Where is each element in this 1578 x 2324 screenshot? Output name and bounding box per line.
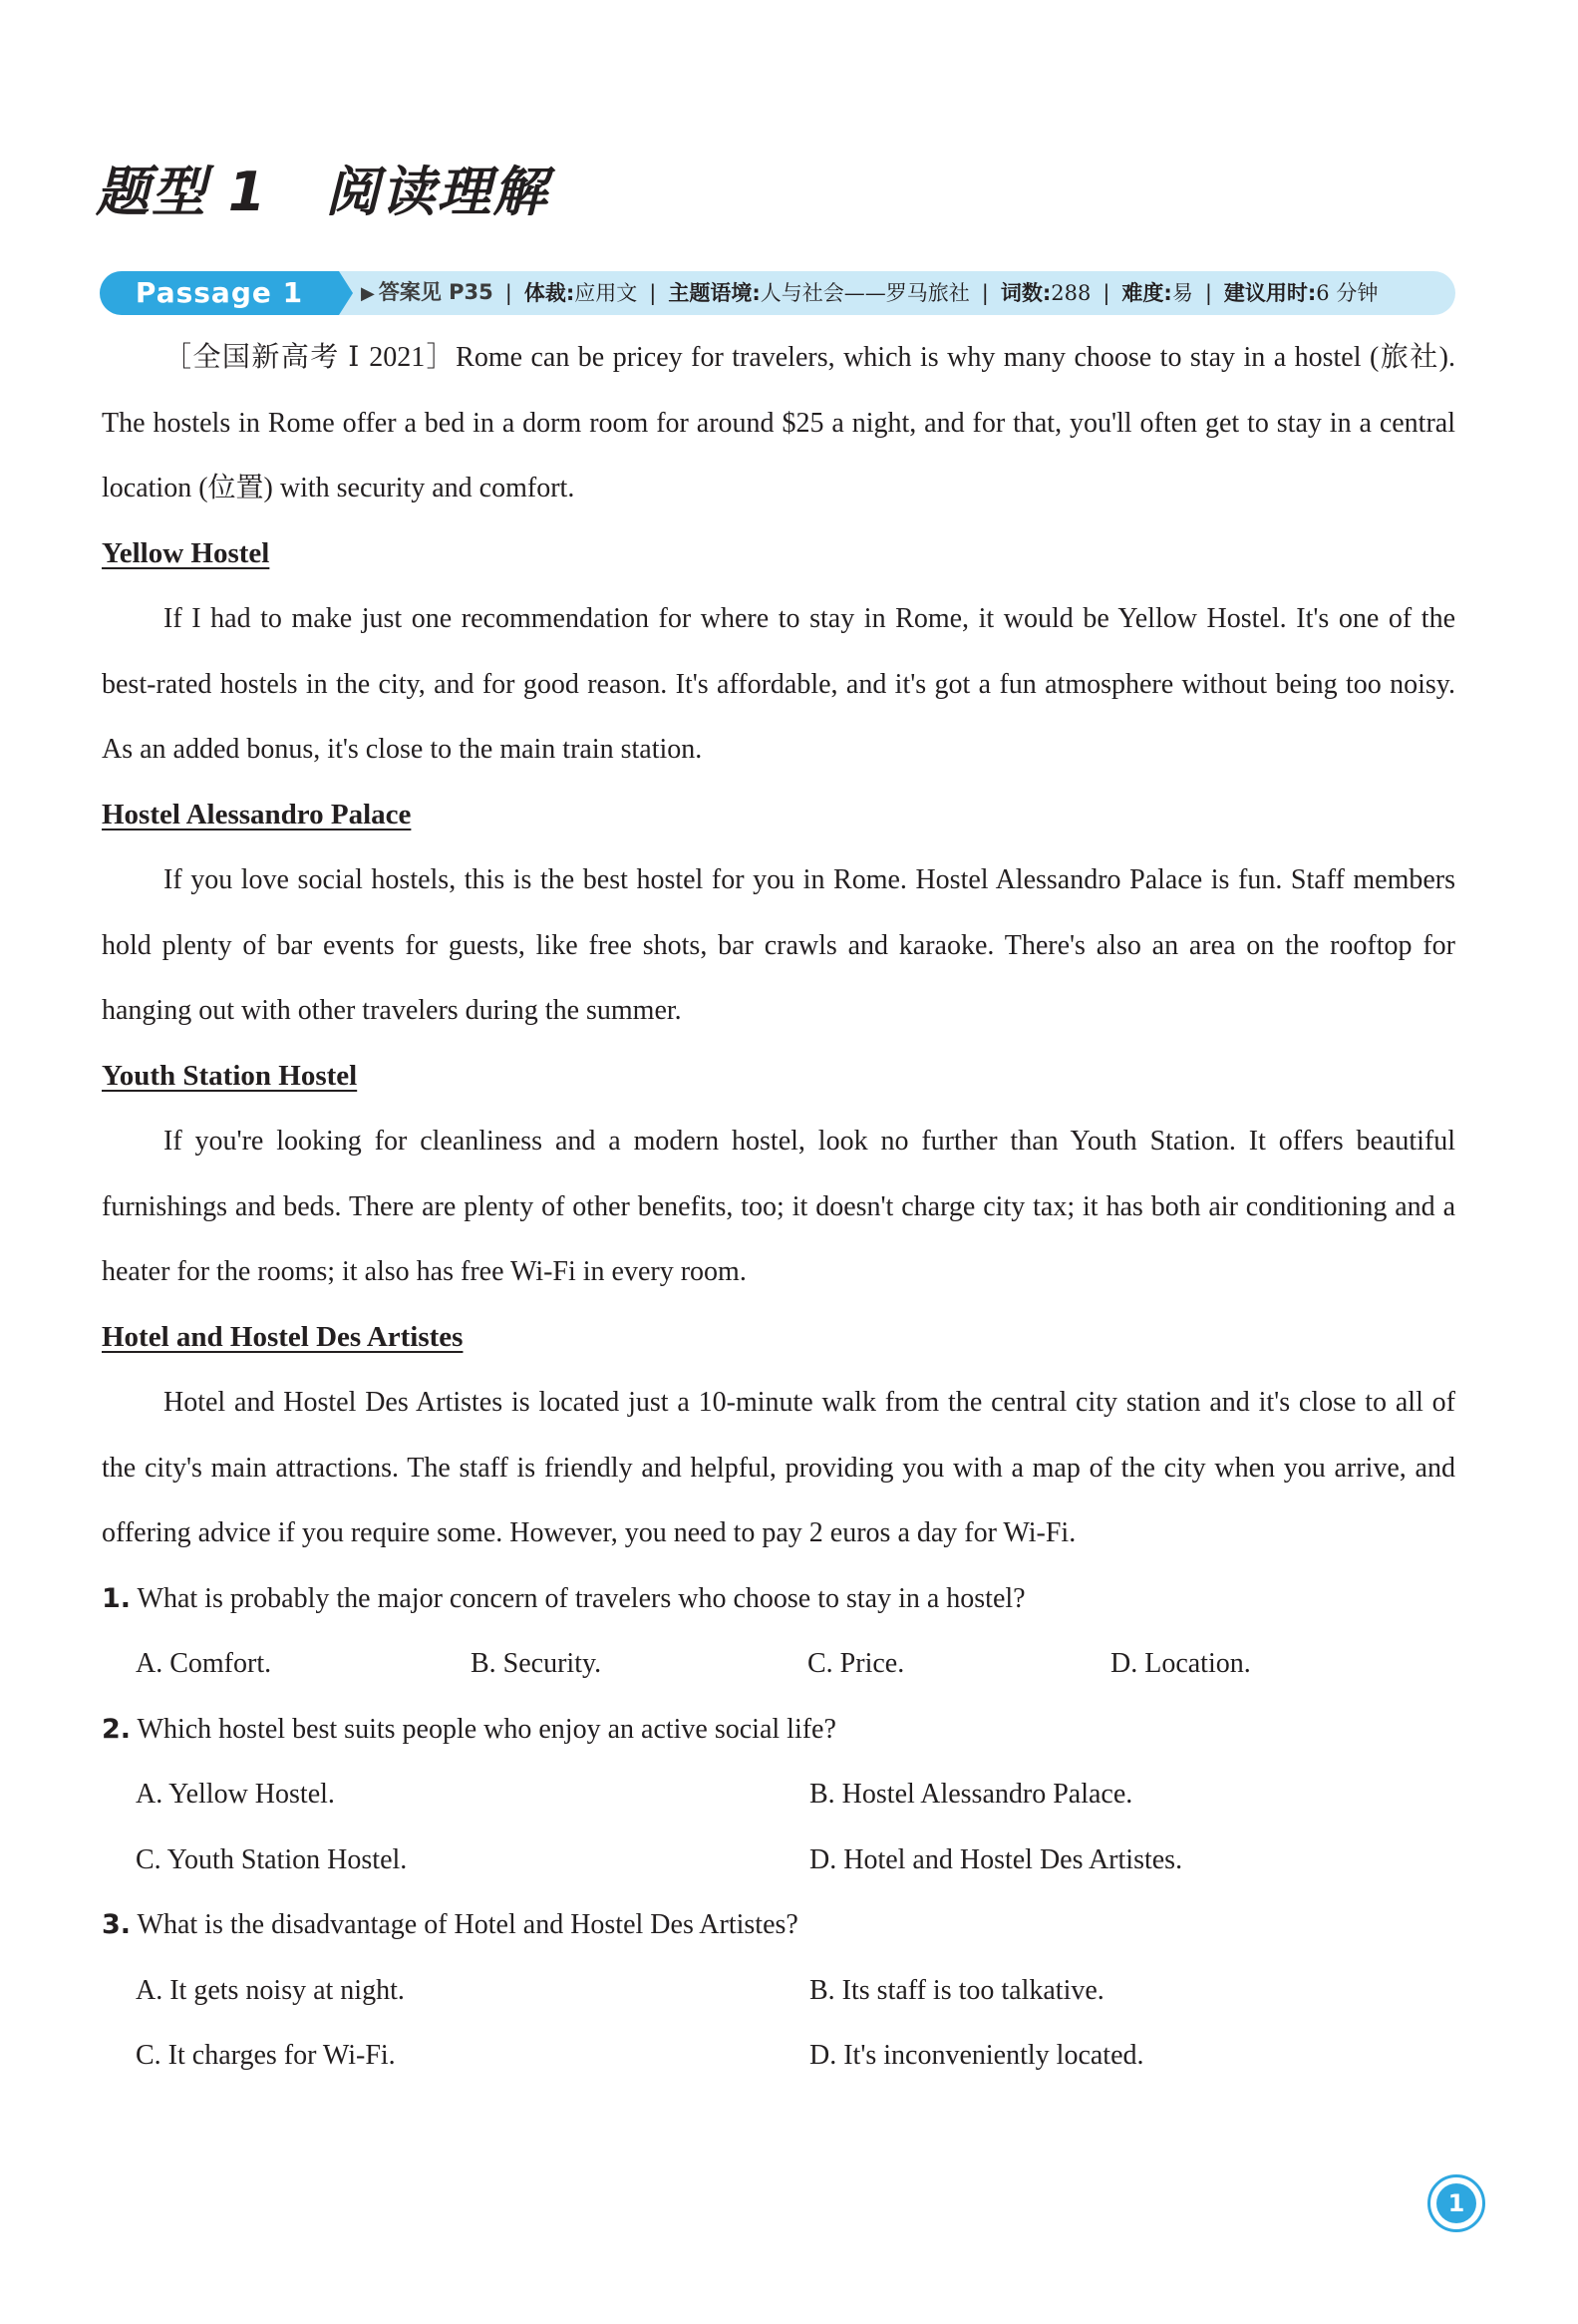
answer-option[interactable]: B. Security.: [471, 1648, 602, 1679]
answer-option[interactable]: A. Yellow Hostel.: [136, 1779, 335, 1810]
section-number: 题型 1: [96, 161, 268, 223]
answer-option[interactable]: D. It's inconveniently located.: [809, 2040, 1144, 2071]
answer-reference-text: 答案见 P35: [378, 280, 493, 304]
answer-option[interactable]: A. Comfort.: [136, 1648, 272, 1679]
hostel-description: If you love social hostels, this is the best hostel for you in Rome. Hostel Alessandro Palace is fun. Staff members hold plenty of bar events for guests, like free shots, bar crawls and karaoke. There's also an area on the rooftop for hanging out with other travelers during the summer.: [102, 864, 1455, 1026]
word-count-value: 288: [1051, 281, 1092, 305]
answer-option[interactable]: B. Its staff is too talkative.: [809, 1974, 1105, 2006]
hostel-description: Hotel and Hostel Des Artistes is located just a 10-minute walk from the central city station and it's close to all of the city's main attractions. The staff is friendly and helpful, providing you with a map of the city when you arrive, and offering advice if you require some. However, you need to pay 2 euros a day for Wi-Fi.: [102, 1387, 1455, 1548]
passage-label: Passage 1: [100, 271, 339, 315]
triangle-right-icon: ▶: [361, 283, 375, 304]
answer-option[interactable]: B. Hostel Alessandro Palace.: [809, 1779, 1133, 1810]
theme: [668, 271, 969, 315]
question-number: 2.: [102, 1713, 132, 1745]
answer-option[interactable]: A. It gets noisy at night.: [136, 1974, 405, 2006]
question-text: What is the disadvantage of Hotel and Hostel Des Artistes?: [137, 1909, 798, 1940]
hostel-description: If I had to make just one recommendation for where to stay in Rome, it would be Yellow Hostel. It's one of the best-rated hostels in the city, and for good reason. It's affordable, and it's got a fun atmosphere without being too noisy. As an added bonus, it's close to the main train station.: [102, 603, 1455, 765]
difficulty: [1121, 271, 1192, 315]
question-number: 3.: [102, 1909, 132, 1940]
answer-options: [102, 1631, 1455, 1697]
answer-options: [102, 1827, 1455, 1893]
question-number: 1.: [102, 1582, 132, 1614]
page-number-badge: [1427, 2174, 1485, 2232]
answer-option[interactable]: D. Location.: [1110, 1648, 1251, 1679]
question: [102, 1892, 1455, 1958]
answer-options: [102, 1958, 1455, 2024]
answer-options: [102, 1762, 1455, 1827]
genre: [524, 271, 637, 315]
genre-key: 体裁:: [523, 281, 575, 305]
meta-divider: |: [649, 281, 657, 305]
section-title: [96, 150, 548, 226]
meta-divider: |: [1103, 281, 1110, 305]
passage-meta: [361, 271, 1378, 315]
passage-banner: [100, 271, 1455, 315]
section-name: 阅读理解: [325, 161, 549, 223]
meta-divider: |: [1204, 281, 1212, 305]
theme-key: 主题语境:: [668, 281, 761, 305]
hostel-heading: Hotel and Hostel Des Artistes: [102, 1320, 464, 1353]
answer-option[interactable]: C. Youth Station Hostel.: [136, 1843, 408, 1875]
passage-label-arrow: [339, 271, 353, 315]
hostel-heading: Youth Station Hostel: [102, 1059, 358, 1092]
hostel-description: If you're looking for cleanliness and a modern hostel, look no further than Youth Station. It offers beautiful furnishings and beds. There are plenty of other benefits, too; it doesn't charge city tax; it has both air conditioning and a heater for the rooms; it also has free Wi-Fi in every room.: [102, 1126, 1455, 1287]
passage-content: [102, 325, 1455, 2089]
hostel-heading: Hostel Alessandro Palace: [102, 798, 412, 830]
meta-divider: |: [504, 281, 512, 305]
word-count-key: 词数:: [1000, 281, 1052, 305]
page-number: 1: [1436, 2183, 1476, 2223]
difficulty-value: 易: [1171, 281, 1193, 305]
answer-option[interactable]: D. Hotel and Hostel Des Artistes.: [809, 1843, 1183, 1875]
word-count: [1001, 271, 1092, 315]
suggested-time: [1224, 271, 1378, 315]
question-text: What is probably the major concern of travelers who choose to stay in a hostel?: [137, 1582, 1026, 1614]
theme-value: 人与社会——罗马旅社: [760, 281, 970, 305]
question: [102, 1566, 1455, 1632]
answer-option[interactable]: C. Price.: [807, 1648, 905, 1679]
question-text: Which hostel best suits people who enjoy an active social life?: [137, 1713, 836, 1745]
meta-divider: |: [981, 281, 989, 305]
answer-reference: [361, 270, 493, 316]
question: [102, 1697, 1455, 1763]
passage-intro: ［全国新高考 Ⅰ 2021］Rome can be pricey for travelers, which is why many choose to stay in a hostel (旅社). The hostels in Rome offer a bed in a dorm room for around $25 a night, and for that, you'll often get to stay in a central location (位置) with security and comfort.: [102, 342, 1455, 503]
answer-options: [102, 2023, 1455, 2089]
suggested-time-key: 建议用时:: [1223, 281, 1317, 305]
difficulty-key: 难度:: [1121, 281, 1172, 305]
suggested-time-value: 6 分钟: [1316, 281, 1379, 305]
genre-value: 应用文: [574, 281, 638, 305]
hostel-heading: Yellow Hostel: [102, 536, 270, 569]
answer-option[interactable]: C. It charges for Wi-Fi.: [136, 2040, 396, 2071]
